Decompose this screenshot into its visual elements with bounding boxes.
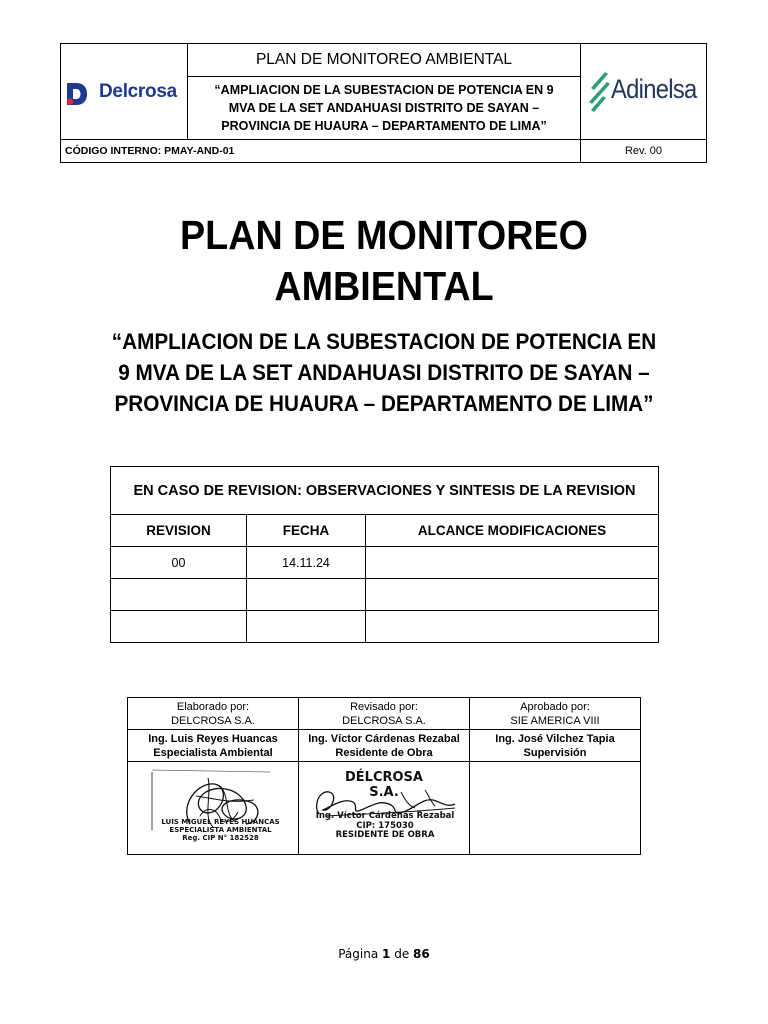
elaborado-role: Elaborado por:: [176, 700, 250, 713]
revisado-stamp-company: DÉLCROSA S.A.: [345, 770, 423, 800]
revisado-name-cell: [299, 730, 470, 762]
adinelsa-logo-text: Adinelsa: [611, 74, 697, 104]
signature-role-row: [128, 698, 641, 730]
document-title: [86, 210, 682, 312]
stamp-line: LUIS MIGUEL REYES HUANCAS: [161, 818, 280, 826]
table-cell: 00: [111, 547, 247, 579]
stamp-line: Ing. Víctor Cárdenas Rezabal: [315, 811, 455, 821]
revisado-stamp: [305, 812, 465, 841]
signature-table: [127, 697, 641, 855]
revision-number: Rev. 00: [580, 140, 706, 162]
table-cell: [247, 611, 366, 643]
page-total: 86: [413, 947, 430, 961]
table-row: [111, 547, 659, 579]
page-footer: [0, 947, 768, 961]
document-subtitle: “AMPLIACION DE LA SUBESTACION DE POTENCIA EN 9 MVA DE LA SET ANDAHUASI DISTRITO DE SAYAN – PROVINCIA DE HUAURA – DEPARTAMENTO DE LIMA”: [111, 329, 657, 416]
page-word: Página: [338, 947, 379, 961]
elaborado-name-cell: [128, 730, 299, 762]
delcrosa-logo-icon: [65, 81, 89, 107]
header-title: PLAN DE MONITOREO AMBIENTAL: [188, 44, 580, 77]
elaborado-role-cell: [128, 698, 299, 730]
stamp-line: Reg. CIP N° 182528: [182, 834, 259, 842]
aprobado-role: Aprobado por:: [520, 700, 590, 713]
signature-row: [128, 762, 641, 855]
table-cell: [366, 611, 659, 643]
revisado-role: Revisado por:: [350, 700, 418, 713]
internal-code: CÓDIGO INTERNO: PMAY-AND-01: [65, 145, 235, 157]
table-cell: [247, 579, 366, 611]
elaborado-stamp: [158, 818, 283, 842]
revisado-title: Residente de Obra: [335, 746, 433, 759]
elaborado-company: DELCROSA S.A.: [171, 714, 255, 727]
elaborado-title: Especialista Ambiental: [153, 746, 273, 759]
aprobado-title: Supervisión: [523, 746, 587, 759]
delcrosa-logo: [61, 44, 188, 139]
column-header-revision: REVISION: [111, 515, 247, 547]
table-cell: [111, 579, 247, 611]
table-cell: [111, 611, 247, 643]
aprobado-name: Ing. José Vilchez Tapia: [495, 732, 615, 745]
stamp-line: CIP: 175030: [356, 820, 414, 831]
aprobado-name-cell: [470, 730, 641, 762]
of-word: de: [394, 947, 410, 961]
adinelsa-logo-icon: [585, 68, 611, 114]
revision-table-heading: EN CASO DE REVISION: OBSERVACIONES Y SINTESIS DE LA REVISION: [111, 467, 659, 515]
aprobado-role-cell: [470, 698, 641, 730]
revisado-role-cell: [299, 698, 470, 730]
delcrosa-logo-text: Delcrosa: [99, 81, 177, 102]
document-title-line1: PLAN DE MONITOREO: [180, 212, 588, 258]
aprobado-signature-cell: [470, 762, 641, 855]
aprobado-company: SIE AMERICA VIII: [510, 714, 600, 727]
elaborado-name: Ing. Luis Reyes Huancas: [148, 732, 278, 745]
revision-table: [110, 466, 659, 643]
header-code-row: [61, 139, 706, 162]
column-header-fecha: FECHA: [247, 515, 366, 547]
page-number: 1: [382, 947, 391, 961]
header-subtitle: “AMPLIACION DE LA SUBESTACION DE POTENCIA EN 9 MVA DE LA SET ANDAHUASI DISTRITO DE SAYAN – PROVINCIA DE HUAURA – DEPARTAMENTO DE LIMA”: [214, 83, 554, 133]
signature-name-row: [128, 730, 641, 762]
table-row: [111, 611, 659, 643]
adinelsa-logo: [580, 44, 706, 139]
revisado-signature-cell: [299, 762, 470, 855]
stamp-line: RESIDENTE DE OBRA: [335, 830, 435, 840]
column-header-alcance: ALCANCE MODIFICACIONES: [366, 515, 659, 547]
document-title-line2: AMBIENTAL: [274, 263, 494, 309]
elaborado-signature-cell: [128, 762, 299, 855]
document-header: [60, 43, 707, 163]
table-cell: 14.11.24: [247, 547, 366, 579]
table-row: [111, 579, 659, 611]
revision-table-heading-row: [111, 467, 659, 515]
table-cell: [366, 547, 659, 579]
stamp-line: ESPECIALISTA AMBIENTAL: [169, 826, 272, 834]
revisado-name: Ing. Víctor Cárdenas Rezabal: [308, 732, 460, 745]
table-cell: [366, 579, 659, 611]
revision-table-header-row: [111, 515, 659, 547]
revisado-company: DELCROSA S.A.: [342, 714, 426, 727]
